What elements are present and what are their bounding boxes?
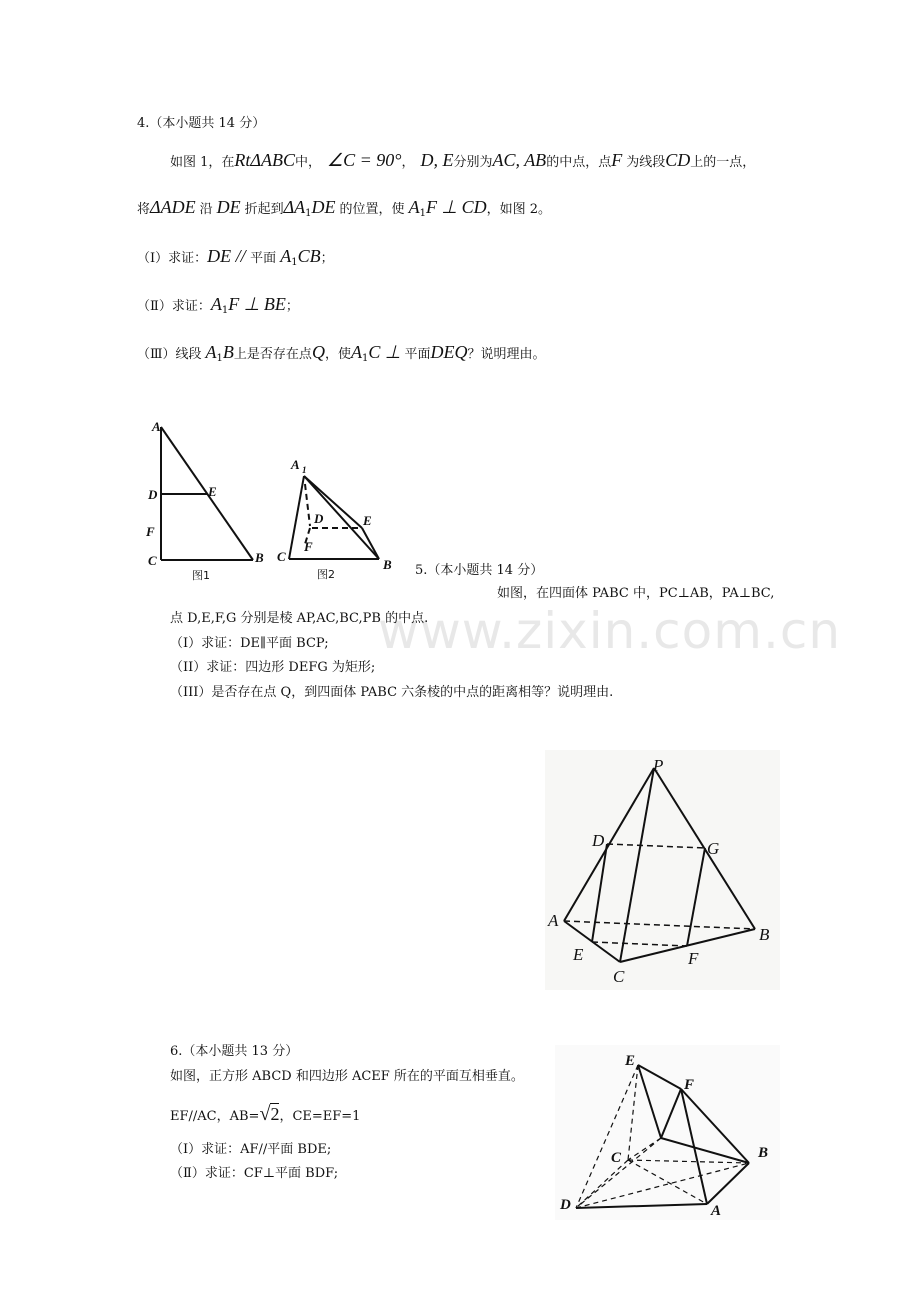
q5-label-e: E [573,945,584,964]
q6-condition: EF//AC，AB=√2，CE=EF=1 [170,1103,361,1125]
q6-part1: （Ⅰ）求证：AF//平面 BDE; [170,1142,332,1157]
q5-header: 5.（本小题共 14 分） [415,563,544,578]
q4-header: 4.（本小题共 14 分） [137,116,266,131]
q5-label-b: B [759,925,770,944]
q6-label-f: F [684,1077,695,1093]
q4-figure-2 [272,452,402,584]
q5-part3: （III）是否存在点 Q，到四面体 PABC 六条棱的中点的距离相等？说明理由. [170,685,614,700]
q5-label-d: D [592,831,605,850]
fig1-label-e: E [208,484,217,499]
fig2-label-c: C [277,549,286,564]
q6-label-c: C [611,1150,622,1166]
q4-part1: （Ⅰ）求证：DE // 平面 $A_1CB$； [137,246,334,268]
fig2-label-f: F [304,539,313,554]
fig2-label-a-sub: 1 [302,465,307,475]
fig2-caption: 图2 [317,568,335,581]
q5-label-c: C [613,967,625,986]
q5-part2: （II）求证：四边形 DEFG 为矩形; [170,660,376,675]
q4-line1: 如图 1，在RtΔABC中， ∠C = 90°， D, E分别为AC, AB的中点，点F 为线段CD上的一点， [170,150,756,170]
fig1-caption: 图1 [192,569,210,582]
fig2-label-b: B [383,557,392,572]
q5-intro-line1: 如图，在四面体 PABC 中，PC⊥AB，PA⊥BC, [497,586,775,601]
fig1-label-c: C [148,553,157,568]
q6-header: 6.（本小题共 13 分） [170,1044,299,1059]
q6-label-a: A [711,1203,722,1219]
fig2-label-a: A [291,457,300,472]
q6-label-e: E [625,1053,636,1069]
q5-part1: （I）求证：DE∥平面 BCP; [170,636,329,651]
q6-figure [555,1045,780,1220]
q4-part2: （Ⅱ）求证：$A_1F$ ⊥ BE； [137,294,299,316]
q6-intro: 如图，正方形 ABCD 和四边形 ACEF 所在的平面互相垂直。 [170,1069,524,1084]
q5-figure [545,750,780,990]
fig1-label-f: F [146,524,155,539]
q4-part3: （Ⅲ）线段 $A_1B$上是否存在点Q，使$A_1C$ ⊥ 平面DEQ？说明理由。 [137,342,546,364]
q5-label-g: G [707,839,720,858]
fig1-label-a: A [152,419,161,434]
q4-line2: 将ΔADE 沿 DE 折起到$\Delta A_1DE$ 的位置，使 $A_1F$ ⊥ CD，如图 2。 [137,197,552,219]
q6-label-b: B [758,1145,769,1161]
q5-label-a: A [548,911,559,930]
q6-label-d: D [560,1197,571,1213]
q4-figure-1 [140,415,275,585]
fig2-label-e: E [363,513,372,528]
fig2-label-d: D [314,511,324,526]
q5-intro-line2: 点 D,E,F,G 分别是棱 AP,AC,BC,PB 的中点. [170,611,429,626]
q6-part2: （Ⅱ）求证：CF⊥平面 BDF; [170,1166,339,1181]
fig1-label-d: D [148,487,158,502]
q5-label-f: F [688,949,699,968]
q5-label-p: P [653,756,664,775]
watermark: www.zixin.com.cn [378,602,842,660]
fig1-label-b: B [255,550,264,565]
